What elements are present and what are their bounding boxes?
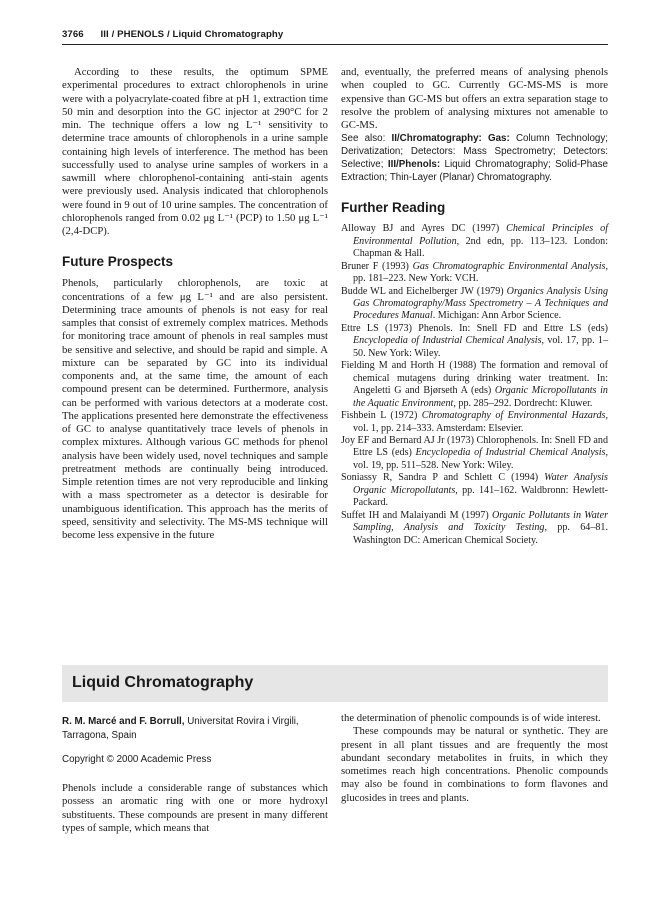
see-also-text: Liquid Chromatography; Solid-Phase Extraction; Thin-Layer (Planar) Chromatography. <box>341 159 608 184</box>
body-paragraph: These compounds may be natural or synthetic. They are present in all plant tissues and are frequently the most abundant secondary metabolites in fruits, in which they sometimes reach high concentrations. Phenolic compounds may also be found in combinations to form flavones and glucosides in trees and plants. <box>341 725 608 804</box>
right-column-lower <box>341 712 608 805</box>
intro-paragraph: Phenols include a considerable range of substances which possess an aromatic ring with one or more hydroxyl substituents. These compounds are present in many different types of sample, which means that <box>62 782 328 834</box>
reference-item: Suffet IH and Malaiyandi M (1997) Organic Pollutants in Water Sampling, Analysis and Toxicity Testing, pp. 64–81. Washington DC: American Chemical Society. <box>341 509 608 546</box>
section-title-band <box>62 665 608 702</box>
see-also-label: See also: <box>341 133 386 145</box>
header-rule <box>62 44 608 45</box>
reference-item: Fielding M and Horth H (1988) The formation and removal of chemical mutagens during drinking water treatment. In: Angeletti G and Bjørseth A (eds) Organic Micropollutants in the Aquatic Environment, pp. 285–292. Dordrecht: Kluwer. <box>341 360 608 409</box>
reference-item: Budde WL and Eichelberger JW (1979) Organics Analysis Using Gas Chromatography/Mass Spectrometry – A Techniques and Procedures Manual. Michigan: Ann Arbor Science. <box>341 285 608 322</box>
reference-item: Ettre LS (1973) Phenols. In: Snell FD and Ettre LS (eds) Encyclopedia of Industrial Chemical Analysis, vol. 17, pp. 1–50. New York: Wiley. <box>341 322 608 359</box>
reference-item: Bruner F (1993) Gas Chromatographic Environmental Analysis, pp. 181–223. New York: VCH. <box>341 260 608 285</box>
running-head <box>62 29 608 40</box>
affiliation: Universitat Rovira i Virgili, Tarragona, Spain <box>62 716 299 741</box>
reference-item: Soniassy R, Sandra P and Schlett C (1994) Water Analysis Organic Micropollutants, pp. 141–162. Waldbronn: Hewlett-Packard. <box>341 472 608 509</box>
left-column-upper <box>62 66 328 542</box>
author-block <box>62 715 328 767</box>
reference-item: Fishbein L (1972) Chromatography of Environmental Hazards, vol. 1, pp. 214–333. Amsterdam: Elsevier. <box>341 410 608 434</box>
page-number: 3766 <box>62 29 84 40</box>
authors: R. M. Marcé and F. Borrull, <box>62 716 185 727</box>
right-column-upper <box>341 66 608 547</box>
future-prospects-paragraph: Phenols, particularly chlorophenols, are toxic at concentrations of a few μg L⁻¹ and are also persistent. Determining trace amounts of phenols is not easy for real samples that consist of extremely complex matrices. Methods for monitoring trace amount of phenols in real samples must be sensitive and selective, and should be rapid and simple. A mixture can be separated by GC into its individual components and, at the same time, the amount of each compound present can be determined. Furthermore, analysis can be performed with various detectors at a moderate cost. The applications presented here demonstrate the effectiveness of GC to analyse quantitatively trace levels of phenols in complex mixtures. Although various GC methods for phenol analysis have been widely used, novel techniques and sample pretreatment methods are continually being introduced. Simple retention times are not very reproducible and linking with a mass spectrometer as a detector is desirable for unambiguous identification. This approach has the merits of speed, sensitivity and selectivity. The MS-MS technique will become less expensive in the future <box>62 277 328 541</box>
continuation-paragraph: and, eventually, the preferred means of analysing phenols when coupled to GC. Currently GC-MS-MS is more expensive than GC-MS but offers an extra separation stage to resolve the problem of analysing mixtures not amenable to GC-MS. <box>341 66 608 131</box>
copyright: Copyright © 2000 Academic Press <box>62 754 212 765</box>
intro-continuation: the determination of phenolic compounds is of wide interest. <box>341 712 601 724</box>
further-reading-heading: Further Reading <box>341 200 446 216</box>
reference-item: Alloway BJ and Ayres DC (1997) Chemical Principles of Environmental Pollution, 2nd edn, pp. 113–123. London: Chapman & Hall. <box>341 223 609 260</box>
reference-list <box>341 223 608 547</box>
see-also <box>341 132 608 184</box>
see-also-link[interactable]: II/Chromatography: Gas: <box>391 133 510 145</box>
see-also-link[interactable]: III/Phenols: <box>387 159 441 171</box>
left-column-lower <box>62 782 328 835</box>
section-title: Liquid Chromatography <box>72 674 254 691</box>
reference-item: Joy EF and Bernard AJ Jr (1973) Chlorophenols. In: Snell FD and Ettre LS (eds) Encyclopedia of Industrial Chemical Analysis, vol. 19, pp. 511–528. New York: Wiley. <box>341 434 608 471</box>
see-also-text: Column Technology; Derivatization; Detectors: Mass Spectrometry; Detectors: Selective; <box>341 133 608 171</box>
future-prospects-heading: Future Prospects <box>62 254 174 270</box>
spme-paragraph: According to these results, the optimum SPME experimental procedures to extract chlorophenols in urine were with a polyacrylate-coated fibre at pH 1, extraction time 50 min and desorption into the GC injector at 290°C for 2 min. The technique offers a low ng L⁻¹ sensitivity to determine trace amounts of chlorophenols in a urine sample containing high levels of interference. The method has been successfully used to analyse urine samples of workers in a sawmill where chlorophenol-containing anti-stain agents were previously used. Analysis indicated that chlorophenols were found in 9 out of 10 urine samples. The concentration of chlorophenols ranged from 0.02 μg L⁻¹ (PCP) to 1.50 μg L⁻¹ (2,4-DCP). <box>62 66 328 237</box>
running-title: III / PHENOLS / Liquid Chromatography <box>100 29 284 40</box>
